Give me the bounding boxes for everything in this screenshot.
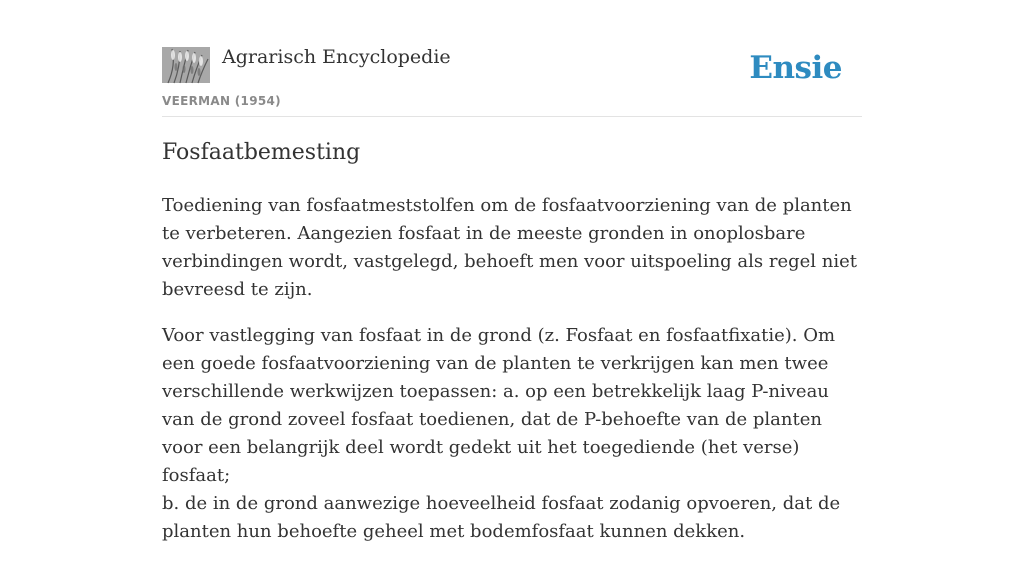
edition-label: VEERMAN (1954) — [162, 94, 281, 108]
article-body — [162, 192, 862, 564]
article-title: Fosfaatbemesting — [162, 140, 361, 165]
encyclopedia-title[interactable]: Agrarisch Encyclopedie — [222, 46, 451, 68]
article-paragraph: Voor vastlegging van fosfaat in de grond (z. Fosfaat en fosfaatfixatie). Om een goede fosfaatvoorziening van de planten te verkrijgen kan men twee verschillende werkwijzen toepassen: a. op een betrekkelijk laag P-niveau van de grond zoveel fosfaat toedienen, dat de P-behoefte van de planten voor een belangrijk deel wordt gedekt uit het toegediende (het verse) fosfaat; b. de in de grond aanwezige hoeveelheid fosfaat zodanig opvoeren, dat de planten hun behoefte geheel met bodemfosfaat kunnen dekken. — [162, 325, 841, 542]
article-paragraph: Toediening van fosfaatmeststolfen om de fosfaatvoorziening van de planten te verbeteren. Aangezien fosfaat in de meeste gronden in onoplosbare verbindingen wordt, vastgelegd, behoeft men voor uitspoeling als regel niet bevreesd te zijn. — [162, 195, 858, 300]
header — [162, 0, 862, 117]
ensie-logo-link[interactable]: Ensie — [749, 50, 842, 86]
wheat-ears-icon[interactable] — [162, 47, 210, 83]
